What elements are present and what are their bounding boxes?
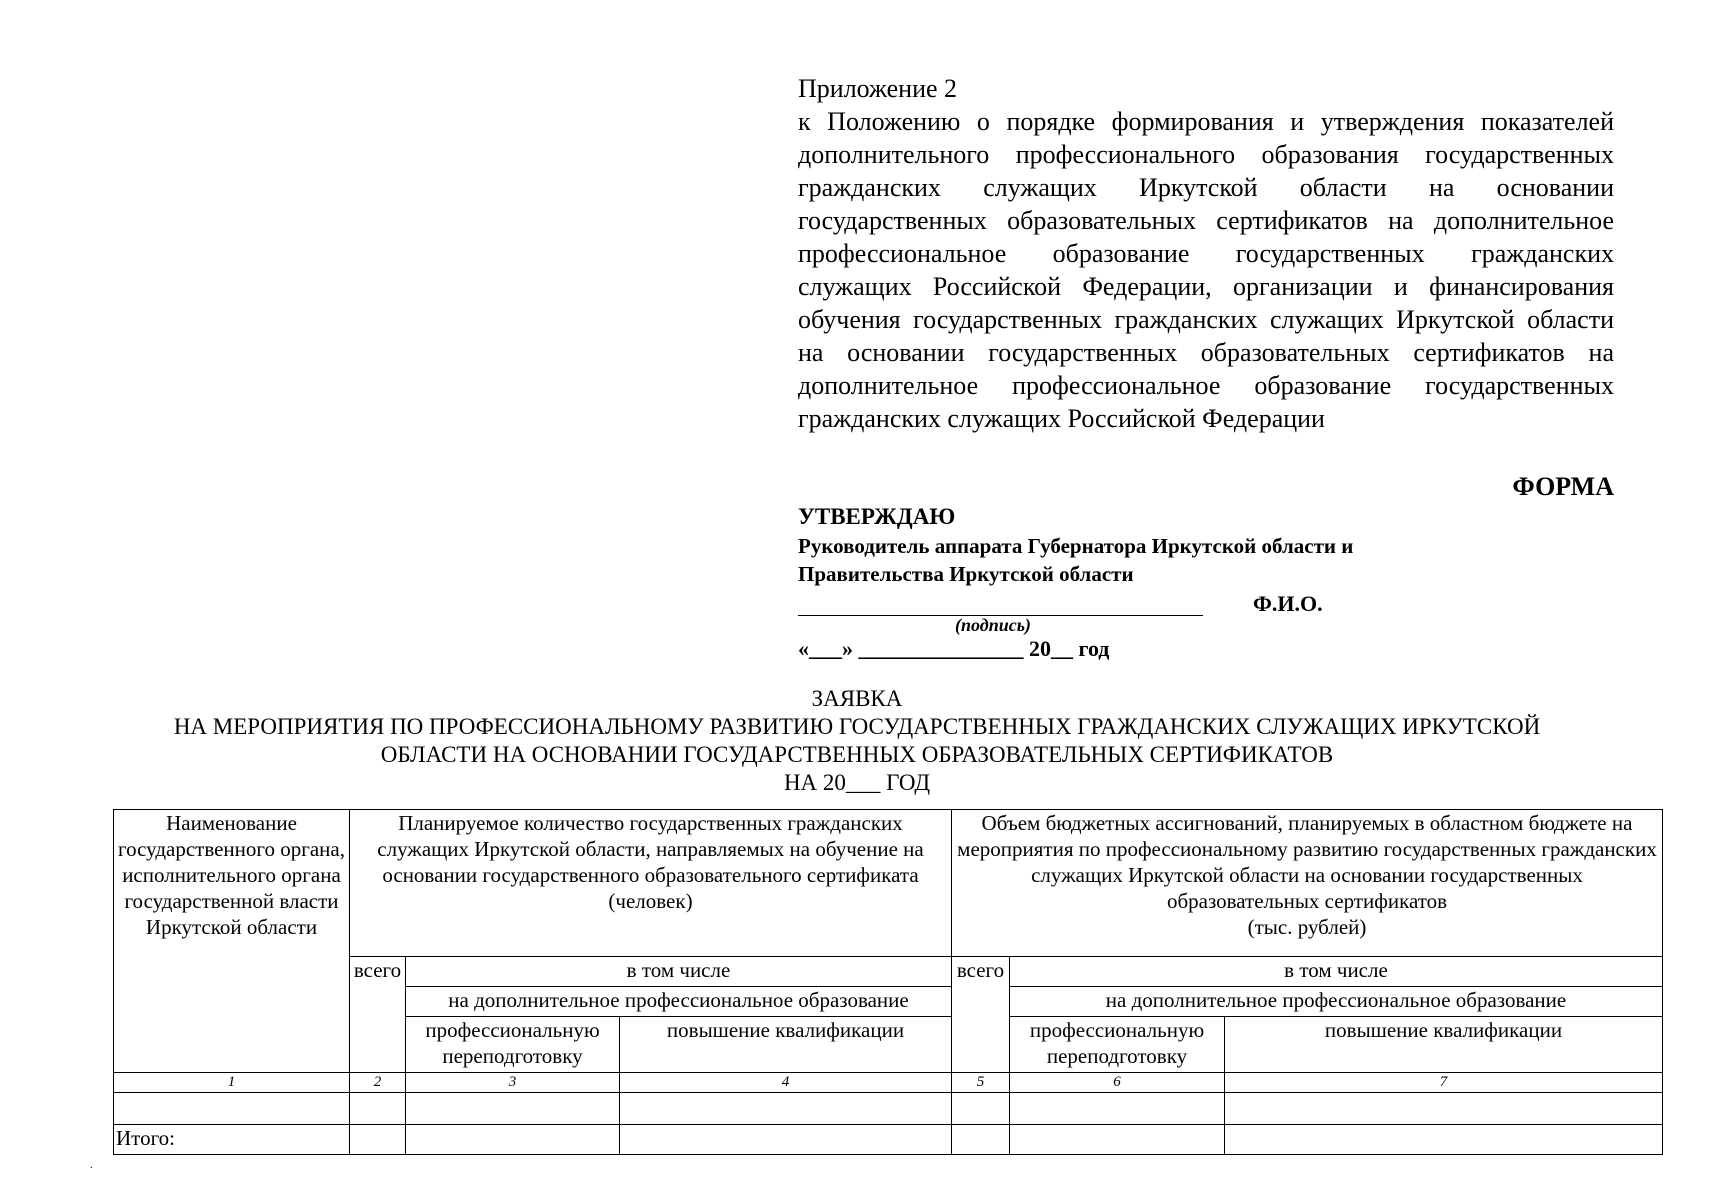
approval-block [798,502,1614,588]
form-label: ФОРМА [1512,472,1614,501]
header-including-budget: в том числе [1010,957,1663,987]
table-cell [1010,1093,1225,1125]
table-cell [620,1125,952,1155]
date-line: «___» _______________ 20__ год [798,636,1110,661]
appendix-label: Приложение 2 [798,74,958,103]
title-line-2: НА МЕРОПРИЯТИЯ ПО ПРОФЕССИОНАЛЬНОМУ РАЗВИТИЮ ГОСУДАРСТВЕННЫХ ГРАЖДАНСКИХ СЛУЖАЩИХ ИРКУТСКОЙ [173,714,1541,739]
header-organ-name: Наименование государственного органа, исполнительного органа государственной власти Иркутской области [114,810,350,1073]
header-planned-count-unit: (человек) [608,889,693,913]
column-number-6: 6 [1010,1073,1225,1093]
table-cell [406,1093,620,1125]
fio-label: Ф.И.О. [1253,591,1323,616]
header-dpo-budget: на дополнительное профессиональное образование [1010,987,1663,1017]
table-cell [952,1125,1010,1155]
header-including-count: в том числе [406,957,952,987]
total-label: Итого: [114,1125,350,1155]
appendix-text: к Положению о порядке формирования и утверждения показателей дополнительного профессионального образования государственных гражданских служащих Иркутской области на основании государственных образовательных сертификатов на дополнительное профессиональное образование государственных гражданских служащих Российской Федерации, организации и финансирования обучения государственных гражданских служащих Иркутской области на основании государственных образовательных сертификатов на дополнительное профессиональное образование государственных гражданских служащих Российской Федерации [798,107,1614,433]
column-number-7: 7 [1225,1073,1663,1093]
header-qualification-count: повышение квалификации [620,1017,952,1073]
signature-row [798,589,1614,621]
column-number-1: 1 [114,1073,350,1093]
column-number-3: 3 [406,1073,620,1093]
header-row-1 [114,810,1663,957]
document-title [100,685,1614,797]
table-cell [406,1125,620,1155]
table-cell [952,1093,1010,1125]
approver-position-line-2: Правительства Иркутской области [798,562,1134,586]
header-planned-count [350,810,952,957]
appendix-block [798,72,1614,435]
table-cell [1010,1125,1225,1155]
table-cell [350,1093,406,1125]
signature-caption: (подпись) [955,615,1031,635]
table-cell [350,1125,406,1155]
header-budget-text: Объем бюджетных ассигнований, планируемых в областном бюджете на мероприятия по профессиональному развитию государственных гражданских служащих Иркутской области на основании государственных образовательных сертификатов [957,811,1657,913]
table-cell [620,1093,952,1125]
column-number-5: 5 [952,1073,1010,1093]
header-budget [952,810,1663,957]
total-row [114,1125,1663,1155]
title-line-4: НА 20___ ГОД [783,770,931,795]
header-planned-count-text: Планируемое количество государственных гражданских служащих Иркутской области, направляемых на обучение на основании государственного образовательного сертификата [377,811,924,887]
approver-position-line-1: Руководитель аппарата Губернатора Иркутской области и [798,534,1354,558]
header-total-budget: всего [952,957,1010,1073]
column-number-4: 4 [620,1073,952,1093]
column-number-2: 2 [350,1073,406,1093]
table-cell [114,1093,350,1125]
table-row [114,1093,1663,1125]
column-number-row [114,1073,1663,1093]
title-line-3: ОБЛАСТИ НА ОСНОВАНИИ ГОСУДАРСТВЕННЫХ ОБРАЗОВАТЕЛЬНЫХ СЕРТИФИКАТОВ [380,742,1334,767]
header-qualification-budget: повышение квалификации [1225,1017,1663,1073]
application-table [113,809,1663,1155]
header-total-count: всего [350,957,406,1073]
header-retraining-count: профессиональную переподготовку [406,1017,620,1073]
header-retraining-budget: профессиональную переподготовку [1010,1017,1225,1073]
table-cell [1225,1125,1663,1155]
header-budget-unit: (тыс. рублей) [1247,915,1367,939]
footer-mark: . [90,1160,93,1171]
table-cell [1225,1093,1663,1125]
title-line-1: ЗАЯВКА [811,686,903,711]
header-dpo-count: на дополнительное профессиональное образование [406,987,952,1017]
approval-title: УТВЕРЖДАЮ [798,504,956,529]
